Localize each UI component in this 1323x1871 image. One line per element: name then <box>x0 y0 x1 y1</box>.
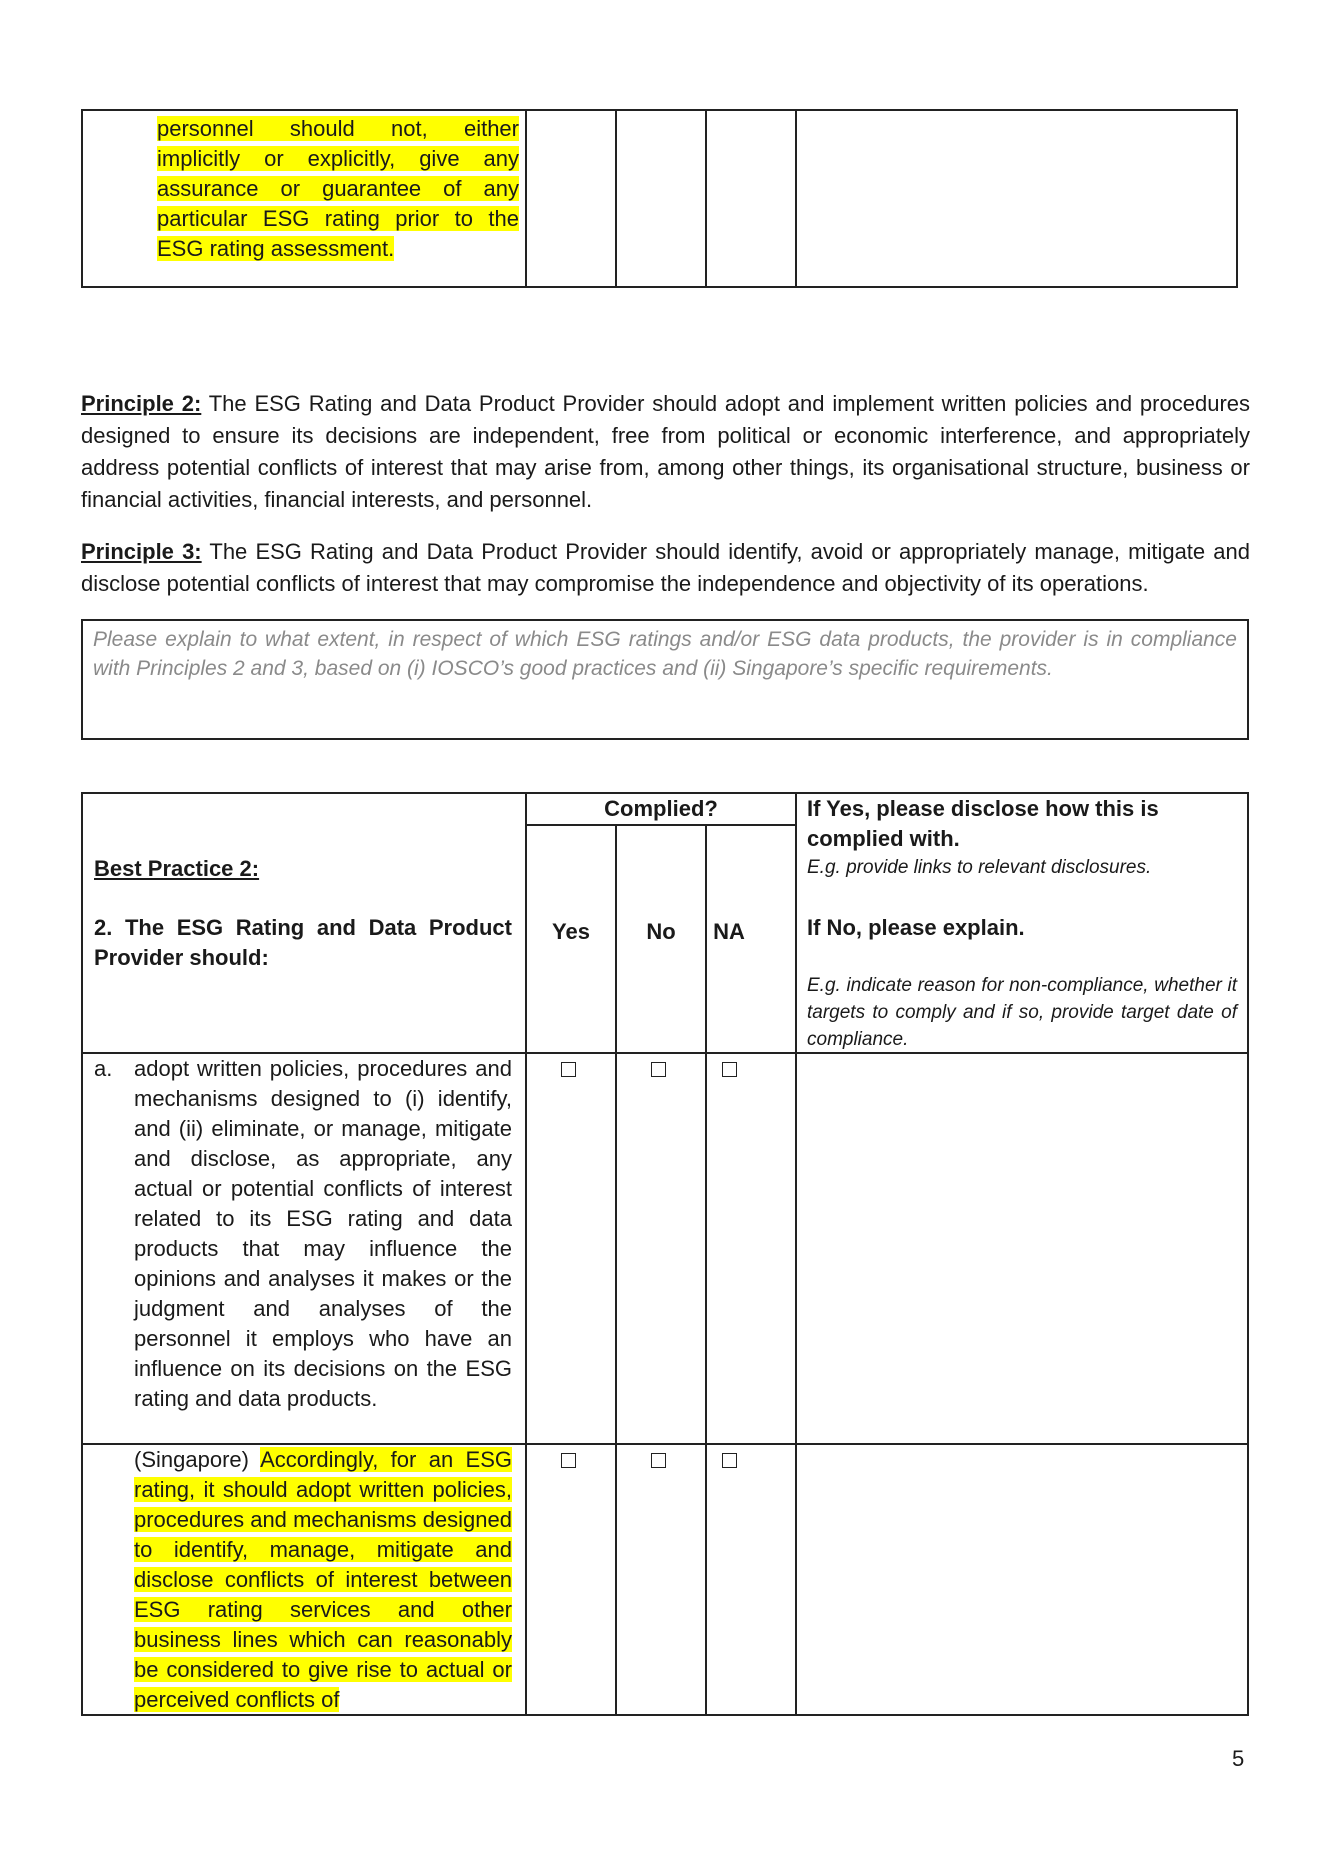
column-divider <box>705 111 707 286</box>
disclose-header: If Yes, please disclose how this is complied with. <box>807 796 1159 851</box>
item-a-na-checkbox[interactable] <box>722 1062 737 1077</box>
singapore-prefix: (Singapore) <box>134 1447 261 1472</box>
na-column-header: NA <box>713 919 745 944</box>
singapore-yes-checkbox[interactable] <box>561 1453 576 1468</box>
compliance-table <box>81 792 1249 1716</box>
disclose-example: E.g. provide links to relevant disclosures. <box>807 857 1152 878</box>
explanation-text-field[interactable] <box>81 619 1249 740</box>
column-divider <box>615 824 617 1714</box>
text-line: personnel should not, either <box>157 116 519 141</box>
item-a-no-checkbox[interactable] <box>651 1062 666 1077</box>
singapore-na-checkbox[interactable] <box>722 1453 737 1468</box>
column-divider <box>525 111 527 286</box>
text-line: ESG rating assessment. <box>157 236 395 261</box>
complied-header: Complied? <box>604 796 718 821</box>
principle-3-label: Principle 3: <box>81 539 202 564</box>
singapore-highlighted-text: Accordingly, for an ESG rating, it should adopt written policies, procedures and mechanisms designed to identify, manage, mitigate and disclose conflicts of interest between ESG rating services and other business lines which can reasonably be considered to give rise to actual or perceived conflicts of <box>134 1447 512 1712</box>
best-practice-intro: 2. The ESG Rating and Data Product Provider should: <box>94 915 512 970</box>
item-a-text: adopt written policies, procedures and mechanisms designed to (i) identify, and (ii) eliminate, or manage, mitigate and disclose, as appropriate, any actual or potential conflicts of interest related to its ESG rating and data products that may influence the opinions and analyses it makes or the judgment and analyses of the personnel it employs who have an influence on its decisions on the ESG rating and data products. <box>134 1056 512 1411</box>
yes-column-header: Yes <box>552 919 590 944</box>
item-a-yes-checkbox[interactable] <box>561 1062 576 1077</box>
singapore-requirement-text <box>134 1445 512 1713</box>
principle-3-text: The ESG Rating and Data Product Provider should identify, avoid or appropriately manage, mitigate and disclose potential conflicts of interest that may compromise the independence and objectivity of its operations. <box>81 539 1250 596</box>
principle-2-text: The ESG Rating and Data Product Provider should adopt and implement written policies and procedures designed to ensure its decisions are independent, free from political or economic interference, and appropriately address potential conflicts of interest that may arise from, among other things, its organisational structure, business or financial activities, financial interests, and personnel. <box>81 391 1251 512</box>
continued-table <box>81 109 1238 288</box>
text-line: implicitly or explicitly, give any <box>157 146 519 171</box>
row-divider <box>525 824 797 826</box>
page-number: 5 <box>1232 1746 1245 1771</box>
principle-3 <box>81 536 1250 600</box>
explanation-placeholder: Please explain to what extent, in respect of which ESG ratings and/or ESG data products, the provider is in compliance with Principles 2 and 3, based on (i) IOSCO’s good practices and (ii) Singapore’s specific requirements. <box>93 628 1237 680</box>
no-column-header: No <box>646 919 676 944</box>
explain-header: If No, please explain. <box>807 915 1025 940</box>
singapore-no-checkbox[interactable] <box>651 1453 666 1468</box>
continued-requirement-text <box>157 114 519 264</box>
principle-2-label: Principle 2: <box>81 391 202 416</box>
text-line: assurance or guarantee of any <box>157 176 519 201</box>
text-line: particular ESG rating prior to the <box>157 206 519 231</box>
column-divider <box>615 111 617 286</box>
best-practice-title: Best Practice 2: <box>94 856 260 881</box>
column-divider <box>705 824 707 1714</box>
column-divider <box>795 111 797 286</box>
item-a-response-field[interactable] <box>797 1054 1247 1443</box>
principle-2 <box>81 388 1250 516</box>
explain-example: E.g. indicate reason for non-compliance, whether it targets to comply and if so, provide target date of compliance. <box>807 975 1237 1050</box>
singapore-response-field[interactable] <box>797 1445 1247 1714</box>
item-a-marker: a. <box>94 1056 113 1081</box>
